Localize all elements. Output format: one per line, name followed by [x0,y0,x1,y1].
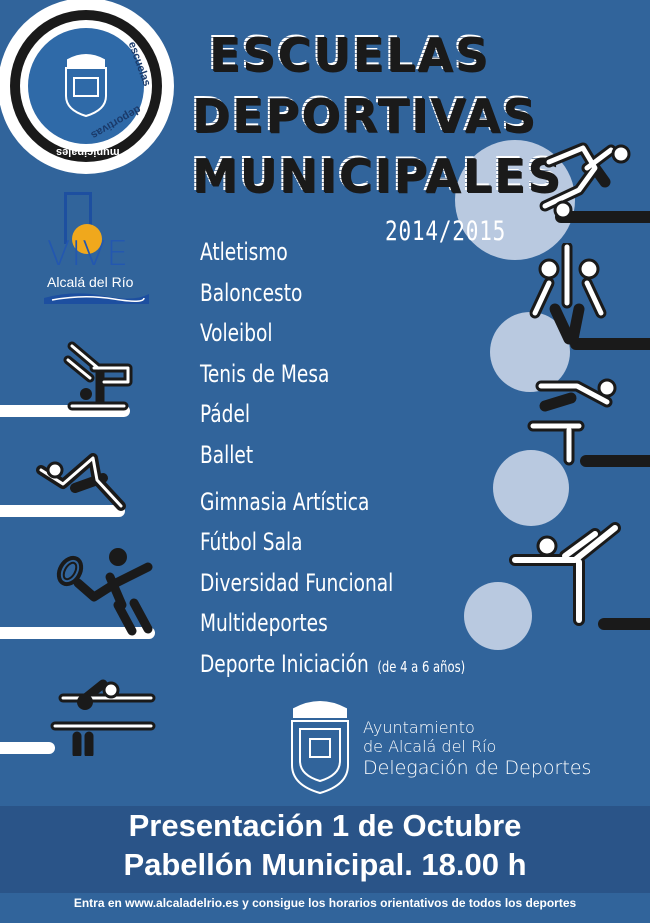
tennis-icon [52,543,162,638]
alcala-coat-of-arms-icon [288,695,352,795]
presentation-date: Presentación 1 de Octubre [128,808,522,843]
vive-place: Alcalá del Río [47,274,134,290]
sport-item: Ballet [200,440,254,469]
municipality-label: Ayuntamiento de Alcalá del Río Delegación de Deportes [363,718,592,779]
badge-text-bottom: municipales [56,146,120,158]
sport-item: Diversidad Funcional [200,568,394,597]
sport-item: Gimnasia Artística [200,487,370,516]
title-line-1: ESCUELAS [207,26,489,80]
badge-text-mid: deportivas [88,102,143,142]
presentation-venue: Pabellón Municipal. 18.00 h [123,847,527,882]
table-tennis-icon [33,676,158,756]
badge-text-top: escuelas [125,40,153,88]
sport-item: Atletismo [200,238,288,266]
sport-item: Fútbol Sala [200,528,303,557]
basketball-icon [527,243,612,348]
title-line-3: MUNICIPALES [190,147,561,201]
sport-item: Pádel [200,400,251,429]
sports-list [200,232,508,685]
volleyball-icon [33,440,133,520]
vive-alcala-logo [42,190,152,310]
website-note: Entra en www.alcaladelrio.es y consigue los horarios orientativos de todos los deportes [73,896,577,910]
vive-word: VIVE [47,234,130,274]
sport-item: Voleibol [200,319,273,348]
football-icon [535,138,645,218]
age-note: (de 4 a 6 años) [377,657,466,676]
wave-icon [44,290,149,304]
escuelas-deportivas-badge [0,0,174,174]
sport-item: Tenis de Mesa [200,359,330,388]
ballet-icon [505,520,630,630]
hurdles-icon [525,372,625,467]
sport-item: Multideportes [200,609,328,638]
sport-item: Baloncesto [200,278,303,307]
sport-item: Deporte Iniciación (de 4 a 6 años) [200,649,466,678]
gymnastics-icon [58,338,136,418]
season-label: 2014/2015 [385,216,507,247]
title-line-2: DEPORTIVAS [190,87,536,141]
